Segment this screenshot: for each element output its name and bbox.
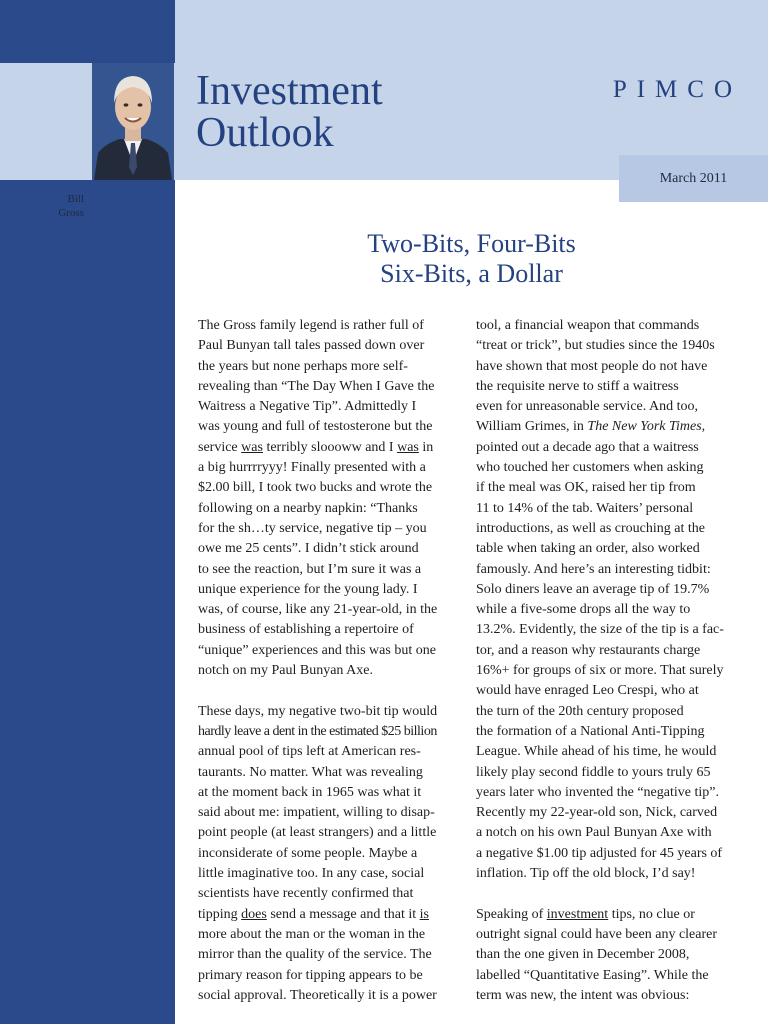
paragraph-gap	[198, 681, 466, 701]
text-line: the requisite nerve to stiff a waitress	[476, 378, 679, 394]
text-line: Recently my 22-year-old son, Nick, carved	[476, 805, 718, 821]
text-line: tool, a financial weapon that commands	[476, 318, 700, 333]
text-line: The Gross family legend is rather full of	[198, 318, 424, 333]
text-line: owe me 25 cents”. I didn’t stick around	[198, 541, 419, 557]
title-line-1: Investment	[196, 68, 383, 114]
text-line: scientists have recently confirmed that	[198, 886, 414, 902]
text-line: League. While ahead of his time, he would	[476, 744, 717, 760]
text-line: Solo diners leave an average tip of 19.7%	[476, 581, 710, 597]
text-line: labelled “Quantitative Easing”. While the	[476, 967, 709, 983]
text-line: more about the man or the woman in the	[198, 926, 426, 942]
text-line: at the moment back in 1965 was what it	[198, 784, 422, 800]
text-line: famously. And here’s an interesting tidbit:	[476, 561, 711, 577]
pimco-logo: PIMCO	[612, 76, 742, 103]
text-line: primary reason for tipping appears to be	[198, 967, 423, 983]
headline-line-1: Two-Bits, Four-Bits	[367, 229, 576, 258]
text-line: the years but none perhaps more self-	[198, 358, 408, 374]
author-first-name: Bill	[67, 193, 84, 205]
text-line: notch on my Paul Bunyan Axe.	[198, 663, 373, 679]
text-line: Paul Bunyan tall tales passed down over	[198, 338, 425, 354]
text-line: “treat or trick”, but studies since the 1940s	[476, 338, 715, 354]
text-line: a big hurrrryyy! Finally presented with a	[198, 460, 426, 476]
text-line: tipping does send a message and that it is	[198, 906, 429, 922]
article-column-right	[476, 316, 744, 1006]
headline-line-2: Six-Bits, a Dollar	[380, 259, 563, 288]
text-line: introductions, as well as crouching at the	[476, 520, 705, 536]
text-line: pointed out a decade ago that a waitress	[476, 439, 699, 455]
text-line: said about me: impatient, willing to disap-	[198, 805, 435, 821]
text-line: social approval. Theoretically it is a power	[198, 987, 437, 1003]
text-line: unique experience for the young lady. I	[198, 581, 418, 597]
date-box	[619, 155, 768, 202]
text-line: 16%+ for groups of six or more. That surely	[476, 663, 724, 679]
text-line: taurants. No matter. What was revealing	[198, 764, 423, 780]
text-line: even for unreasonable service. And too,	[476, 399, 698, 415]
text-line: the turn of the 20th century proposed	[476, 703, 684, 719]
text-line: inflation. Tip off the old block, I’d say!	[476, 866, 696, 882]
text-line: likely play second fiddle to yours truly 65	[476, 764, 711, 780]
author-name	[58, 192, 84, 220]
title-line-2: Outlook	[196, 110, 334, 156]
article-headline	[175, 229, 768, 289]
text-line: mirror than the quality of the service. The	[198, 947, 432, 963]
text-line: Speaking of investment tips, no clue or	[476, 906, 695, 922]
text-line: inconsiderate of some people. Maybe a	[198, 845, 418, 861]
text-line: a negative $1.00 tip adjusted for 45 years of	[476, 845, 723, 861]
text-line: than the one given in December 2008,	[476, 947, 690, 963]
text-line: while a five-some drops all the way to	[476, 602, 691, 618]
text-line: little imaginative too. In any case, social	[198, 866, 425, 882]
text-line: the formation of a National Anti-Tipping	[476, 723, 705, 739]
text-line: who touched her customers when asking	[476, 460, 704, 476]
text-line: was, of course, like any 21-year-old, in the	[198, 602, 438, 618]
paragraph-gap	[476, 884, 744, 904]
text-line: William Grimes, in The New York Times,	[476, 419, 706, 435]
text-line: 13.2%. Evidently, the size of the tip is a fac-	[476, 622, 724, 638]
text-line: to see the reaction, but I’m sure it was a	[198, 561, 422, 577]
text-line: following on a nearby napkin: “Thanks	[198, 500, 418, 516]
text-line: 11 to 14% of the tab. Waiters’ personal	[476, 500, 694, 516]
portrait-image	[92, 63, 174, 180]
text-line: a notch on his own Paul Bunyan Axe with	[476, 825, 712, 841]
text-line: years later who invented the “negative tip”.	[476, 784, 719, 800]
text-line: revealing than “The Day When I Gave the	[198, 378, 435, 394]
text-line: would have enraged Leo Crespi, who at	[476, 683, 699, 699]
article-column-left	[198, 316, 466, 1006]
text-line: $2.00 bill, I took two bucks and wrote the	[198, 480, 433, 496]
text-line: have shown that most people do not have	[476, 358, 708, 374]
author-portrait	[92, 63, 174, 180]
issue-date: March 2011	[659, 171, 728, 186]
text-line: tor, and a reason why restaurants charge	[476, 642, 701, 658]
author-last-name: Gross	[58, 207, 84, 219]
text-line: point people (at least strangers) and a little	[198, 825, 437, 841]
text-line: if the meal was OK, raised her tip from	[476, 480, 696, 496]
text-line: service was terribly sloooww and I was in	[198, 439, 434, 455]
text-line: outright signal could have been any clearer	[476, 926, 718, 942]
text-line: was young and full of testosterone but the	[198, 419, 433, 435]
text-line: Waitress a Negative Tip”. Admittedly I	[198, 399, 417, 415]
text-line: annual pool of tips left at American res-	[198, 744, 421, 760]
text-line: for the sh…ty service, negative tip – you	[198, 520, 427, 536]
text-line: business of establishing a repertoire of	[198, 622, 414, 638]
author-name-box	[0, 63, 92, 219]
text-line: hardly leave a dent in the estimated $25 billion	[198, 723, 437, 739]
header-top-strip	[175, 0, 768, 63]
text-line: These days, my negative two-bit tip would	[198, 703, 438, 719]
publication-title	[196, 70, 383, 154]
text-line: term was new, the intent was obvious:	[476, 987, 690, 1003]
text-line: “unique” experiences and this was but one	[198, 642, 436, 658]
text-line: table when taking an order, also worked	[476, 541, 700, 557]
